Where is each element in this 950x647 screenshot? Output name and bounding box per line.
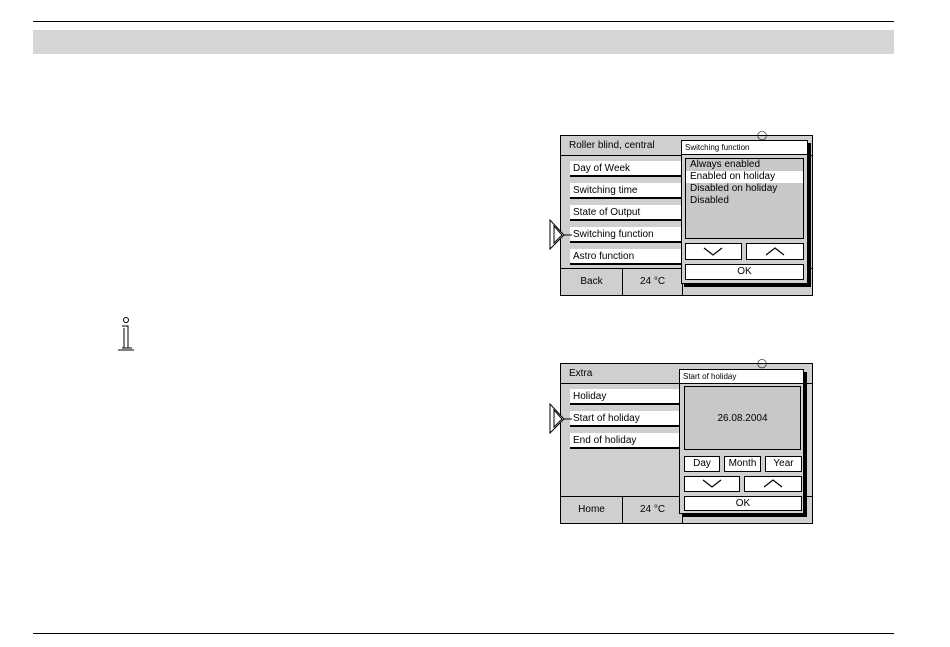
menu-item-astro-function[interactable]: Astro function bbox=[570, 249, 685, 265]
header-band bbox=[33, 30, 894, 54]
options-list bbox=[685, 158, 804, 239]
info-icon bbox=[113, 317, 139, 353]
screen-start-of-holiday bbox=[560, 358, 813, 524]
option-always-enabled[interactable]: Always enabled bbox=[690, 159, 761, 170]
home-button[interactable]: Home bbox=[561, 497, 623, 523]
up-button[interactable] bbox=[746, 243, 804, 260]
option-disabled[interactable]: Disabled bbox=[690, 195, 729, 206]
day-button[interactable]: Day bbox=[684, 456, 720, 472]
down-button[interactable] bbox=[684, 476, 740, 492]
screen-switching-function bbox=[560, 130, 813, 296]
popup-title: Switching function bbox=[682, 141, 807, 155]
temperature-readout: 24 °C bbox=[623, 269, 683, 295]
menu-item-end-of-holiday[interactable]: End of holiday bbox=[570, 433, 685, 449]
chevron-up-icon bbox=[747, 244, 803, 259]
ok-button[interactable]: OK bbox=[684, 496, 802, 511]
ok-button[interactable]: OK bbox=[685, 264, 804, 280]
menu-item-day-of-week[interactable]: Day of Week bbox=[570, 161, 685, 177]
temperature-readout: 24 °C bbox=[623, 497, 683, 523]
menu-item-switching-function[interactable]: Switching function bbox=[570, 227, 685, 243]
chevron-down-icon bbox=[686, 244, 741, 259]
clock-icon: ◯ bbox=[757, 130, 768, 140]
chevron-down-icon bbox=[685, 477, 739, 491]
menu-item-start-of-holiday[interactable]: Start of holiday bbox=[570, 411, 685, 427]
down-button[interactable] bbox=[685, 243, 742, 260]
menu-item-holiday[interactable]: Holiday bbox=[570, 389, 685, 405]
bottom-rule bbox=[33, 633, 894, 634]
month-button[interactable]: Month bbox=[724, 456, 761, 472]
chevron-up-icon bbox=[745, 477, 801, 491]
pointer-arrow-icon bbox=[549, 398, 573, 439]
up-button[interactable] bbox=[744, 476, 802, 492]
screen-title: Extra bbox=[569, 368, 593, 379]
year-button[interactable]: Year bbox=[765, 456, 802, 472]
switching-function-popup bbox=[681, 140, 808, 284]
screen-title: Roller blind, central bbox=[569, 140, 655, 151]
top-rule bbox=[33, 21, 894, 22]
pointer-arrow-icon bbox=[549, 214, 573, 255]
popup-title: Start of holiday bbox=[680, 370, 803, 384]
menu-item-switching-time[interactable]: Switching time bbox=[570, 183, 685, 199]
date-display: 26.08.2004 bbox=[684, 386, 801, 450]
menu-item-state-of-output[interactable]: State of Output bbox=[570, 205, 685, 221]
back-button[interactable]: Back bbox=[561, 269, 623, 295]
option-enabled-on-holiday[interactable]: Enabled on holiday bbox=[686, 171, 803, 183]
start-of-holiday-popup bbox=[679, 369, 804, 514]
clock-icon: ◯ bbox=[757, 358, 768, 368]
option-disabled-on-holiday[interactable]: Disabled on holiday bbox=[690, 183, 778, 194]
